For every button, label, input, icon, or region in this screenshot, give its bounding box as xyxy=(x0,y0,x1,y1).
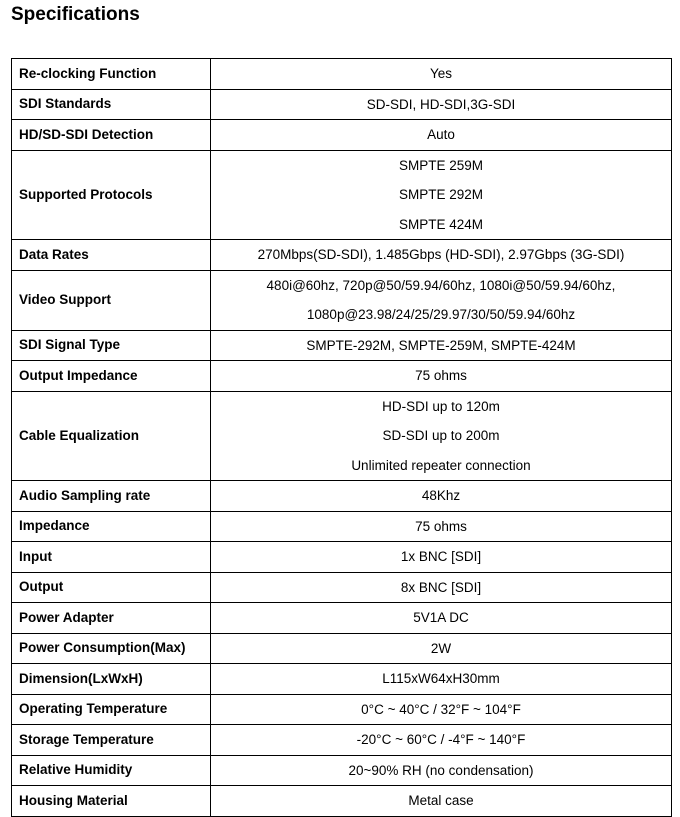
spec-row xyxy=(12,240,672,271)
spec-value-cell xyxy=(211,633,672,664)
spec-label: Output Impedance xyxy=(12,361,211,392)
spec-value-cell xyxy=(211,240,672,271)
spec-row xyxy=(12,694,672,725)
spec-label: Output xyxy=(12,572,211,603)
spec-value: 270Mbps(SD-SDI), 1.485Gbps (HD-SDI), 2.97Gbps (3G-SDI) xyxy=(257,247,625,262)
spec-value: Auto xyxy=(427,127,455,142)
spec-row xyxy=(12,664,672,695)
spec-row xyxy=(12,572,672,603)
spec-row xyxy=(12,725,672,756)
spec-value: 20~90% RH (no condensation) xyxy=(348,762,534,778)
spec-value: 5V1A DC xyxy=(413,610,469,625)
spec-value: SMPTE 259M xyxy=(398,157,484,173)
spec-value: Metal case xyxy=(408,793,474,808)
spec-value-cell xyxy=(211,150,672,240)
spec-row xyxy=(12,361,672,392)
spec-value-cell xyxy=(211,89,672,120)
spec-row xyxy=(12,150,672,240)
specifications-table-body xyxy=(12,59,672,817)
spec-row xyxy=(12,120,672,151)
spec-value: 1x BNC [SDI] xyxy=(400,549,482,564)
spec-label: Relative Humidity xyxy=(12,755,211,786)
spec-label: Dimension(LxWxH) xyxy=(12,664,211,695)
page-title: Specifications xyxy=(11,4,140,25)
spec-value: L115xW64xH30mm xyxy=(382,671,500,686)
spec-value: 0°C ~ 40°C / 32°F ~ 104°F xyxy=(361,701,521,717)
spec-row xyxy=(12,481,672,512)
spec-label: Supported Protocols xyxy=(12,150,211,240)
spec-value: HD-SDI up to 120m xyxy=(382,398,500,414)
spec-label: Video Support xyxy=(12,270,211,330)
spec-value-cell xyxy=(211,481,672,512)
spec-value-cell xyxy=(211,511,672,542)
spec-value: 75 ohms xyxy=(415,368,467,383)
spec-value: Yes xyxy=(429,66,453,81)
spec-value: -20°C ~ 60°C / -4°F ~ 140°F xyxy=(356,732,526,747)
spec-value: SMPTE 424M xyxy=(398,216,484,232)
spec-label: Input xyxy=(12,542,211,573)
spec-label: Power Consumption(Max) xyxy=(12,633,211,664)
spec-label: Operating Temperature xyxy=(12,694,211,725)
spec-value: 48Khz xyxy=(421,488,461,503)
spec-value-cell xyxy=(211,391,672,481)
spec-row xyxy=(12,542,672,573)
spec-row xyxy=(12,330,672,361)
spec-value-cell xyxy=(211,603,672,634)
spec-row xyxy=(12,755,672,786)
spec-value: SMPTE-292M, SMPTE-259M, SMPTE-424M xyxy=(306,337,576,353)
spec-value-cell xyxy=(211,270,672,330)
spec-value-cell xyxy=(211,120,672,151)
spec-value: SD-SDI, HD-SDI,3G-SDI xyxy=(366,96,516,112)
spec-value-cell xyxy=(211,664,672,695)
spec-label: SDI Standards xyxy=(12,89,211,120)
spec-value: 8x BNC [SDI] xyxy=(400,579,482,595)
spec-value-cell xyxy=(211,542,672,573)
spec-label: HD/SD-SDI Detection xyxy=(12,120,211,151)
spec-row xyxy=(12,633,672,664)
spec-row xyxy=(12,270,672,330)
spec-value-cell xyxy=(211,572,672,603)
specifications-table xyxy=(11,58,672,817)
spec-label: Housing Material xyxy=(12,786,211,817)
spec-value-cell xyxy=(211,330,672,361)
spec-value: 2W xyxy=(430,640,452,656)
spec-label: Impedance xyxy=(12,511,211,542)
spec-label: SDI Signal Type xyxy=(12,330,211,361)
spec-row xyxy=(12,89,672,120)
spec-value: 75 ohms xyxy=(415,518,467,534)
spec-label: Data Rates xyxy=(12,240,211,271)
spec-value-cell xyxy=(211,361,672,392)
spec-row xyxy=(12,59,672,90)
spec-row xyxy=(12,391,672,481)
spec-label: Audio Sampling rate xyxy=(12,481,211,512)
spec-value: Unlimited repeater connection xyxy=(351,457,531,473)
spec-value-cell xyxy=(211,755,672,786)
spec-value: SMPTE 292M xyxy=(398,187,484,202)
spec-row xyxy=(12,603,672,634)
spec-value-cell xyxy=(211,786,672,817)
spec-label: Power Adapter xyxy=(12,603,211,634)
spec-row xyxy=(12,786,672,817)
spec-value: SD-SDI up to 200m xyxy=(382,428,500,443)
spec-value: 1080p@23.98/24/25/29.97/30/50/59.94/60hz xyxy=(306,307,576,322)
spec-label: Re-clocking Function xyxy=(12,59,211,90)
spec-row xyxy=(12,511,672,542)
spec-value: 480i@60hz, 720p@50/59.94/60hz, 1080i@50/59.94/60hz, xyxy=(266,277,616,293)
spec-value-cell xyxy=(211,725,672,756)
spec-label: Cable Equalization xyxy=(12,391,211,481)
spec-label: Storage Temperature xyxy=(12,725,211,756)
spec-value-cell xyxy=(211,59,672,90)
spec-value-cell xyxy=(211,694,672,725)
